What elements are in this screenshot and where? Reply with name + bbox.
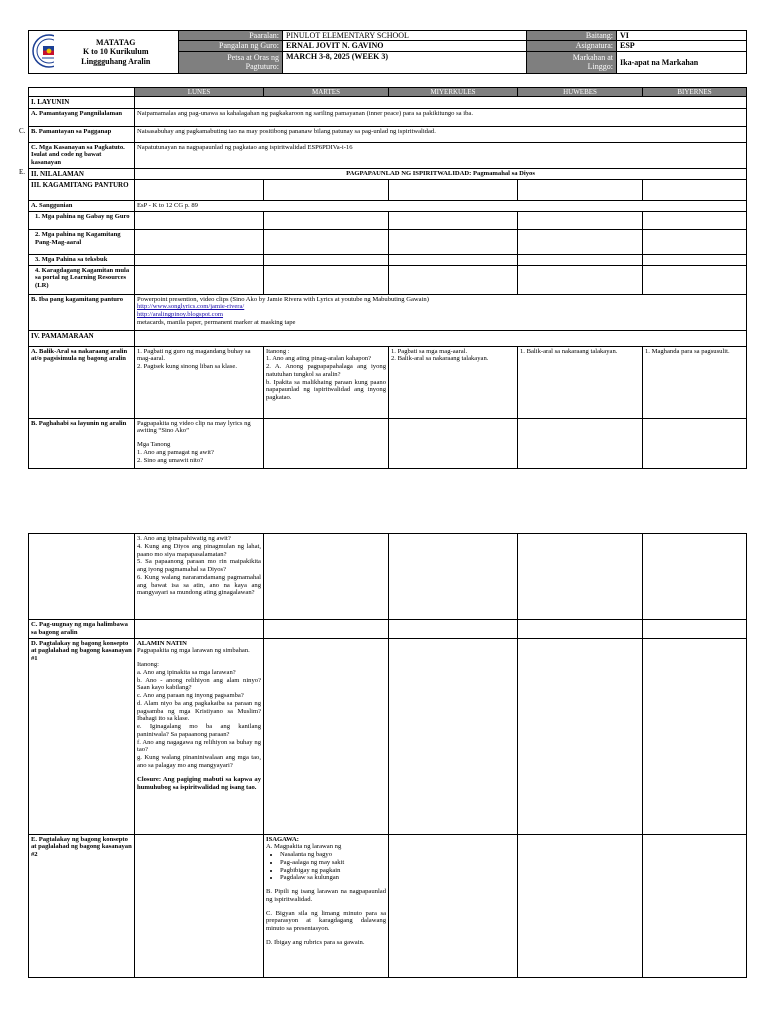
kagamitan-mag-label: 2. Mga pahina ng Kagamitang Pang-Mag-aaral	[29, 229, 135, 254]
asignatura-label: Asignatura:	[527, 41, 617, 51]
paghahabi-tanong-heading: Mga Tanong	[137, 441, 171, 449]
balik-miyerkules	[389, 346, 518, 418]
cell	[389, 834, 518, 977]
isagawa-b: B. Pipili ng isang larawan na nagpapaunlad ng ispiritwalidad.	[266, 888, 386, 903]
pagtalakay-1-label: D. Pagtalakay ng bagong konsepto at paglalahad ng bagong kasanayan #1	[29, 638, 135, 834]
pamamaraan-label: IV. PAMAMARAAN	[29, 330, 135, 346]
iba-label: B. Iba pang kagamitang panturo	[29, 294, 135, 330]
iba-text-2: metacards, manila paper, permanent marker at masking tape	[137, 318, 296, 326]
cell	[518, 229, 643, 254]
cell	[264, 265, 389, 294]
cell	[643, 638, 747, 834]
balik-martes-line: 2. A. Anong pagpapapahalaga ang iyong natutuhan tungkol sa aralin?	[266, 363, 386, 378]
pagtalakay-2-label: E. Pagtalakay ng bagong konsepto at paglalahad ng bagong kasanayan #2	[29, 834, 135, 977]
isagawa-cell	[264, 834, 389, 977]
paghahabi-question: 4. Kung ang Diyos ang pinagmulan ng lahat, paano mo siya mapapasalamatan?	[137, 542, 261, 558]
cell	[264, 180, 389, 201]
sanggunian-label: A. Sanggunian	[29, 201, 135, 212]
side-letter-e: E.	[19, 168, 26, 176]
day-miyerkules: MIYERKULES	[389, 88, 518, 97]
alamin-question: d. Alam niyo ba ang pagkakaiba sa paraan ng pagsamba ng mga Kristiyano sa Muslim? Ibahagi ito sa klase.	[137, 699, 261, 723]
alamin-question: b. Ano - anong relihiyon ang alam ninyo? Saan kayo kabilang?	[137, 676, 261, 692]
kasanayan-label: C. Mga Kasanayan sa Pagkatuto. Isulat and code ng bawat kasanayan	[29, 142, 135, 168]
cell	[389, 418, 518, 468]
cell	[389, 180, 518, 201]
cell	[518, 211, 643, 229]
balik-lunes-line: 2. Pagtsek kung sinong liban sa klase.	[137, 363, 237, 371]
markahan-label-line-1: Markahan at	[572, 52, 613, 62]
pamantayang-value: Naipamamalas ang pag-unawa sa kahalagahan ng pagkakaroon ng sariling pamayanan (inner peace) para sa pakikitungo sa iba.	[135, 108, 747, 126]
cell	[518, 834, 643, 977]
balik-huwebes: 1. Balik-aral sa nakaraang talakayan.	[518, 346, 643, 418]
petsa-label-line-2: Pagtuturo:	[245, 62, 279, 72]
iba-text-1: Powerpoint presention, video clips (Sino Ako by Jamie Rivera with Lyrics at youtube ng Mabubuting Gawain)	[137, 295, 429, 303]
paaralan-value: PINULOT ELEMENTARY SCHOOL	[283, 31, 527, 41]
cell	[264, 620, 389, 639]
cell	[389, 265, 518, 294]
layunin-label: I. LAYUNIN	[29, 97, 135, 108]
karagdagang-label: 4. Karagdagang Kagamitan mula sa portal ng Learning Resources (LR)	[29, 265, 135, 294]
balik-martes-line: 1. Ano ang ating pinag-aralan kahapon?	[266, 355, 372, 363]
cell	[518, 418, 643, 468]
cell	[264, 534, 389, 620]
petsa-value: MARCH 3-8, 2025 (WEEK 3)	[283, 51, 527, 73]
cell	[389, 638, 518, 834]
corner-cell	[29, 88, 135, 97]
alamin-text: Pagpapakita ng mga larawan ng simbahan.	[137, 647, 250, 655]
cell	[264, 254, 389, 265]
closure-text: Closure: Ang pagiging mabuti sa kapwa ay humuhubog sa ispiritwalidad ng isang tao.	[137, 775, 261, 791]
cell	[135, 265, 264, 294]
cell	[643, 265, 747, 294]
cell	[264, 418, 389, 468]
cell	[518, 180, 643, 201]
isagawa-list-item: • Pagbibigay ng pagkain	[280, 867, 386, 875]
alamin-question: e. Iginagalang mo ba ang kanilang paniniwala? Sa papaanong paraan?	[137, 723, 261, 738]
cell	[643, 180, 747, 201]
pamamaraan-blank	[135, 330, 747, 346]
header-table	[28, 30, 747, 74]
balik-lunes	[135, 346, 264, 418]
cell	[135, 229, 264, 254]
paghahabi-question: 2. Sino ang umawit nito?	[137, 456, 204, 464]
sanggunian-value: EsP - K to 12 CG p. 89	[135, 201, 747, 212]
isagawa-list	[266, 851, 386, 882]
balik-martes-line: b. Ipakita sa malikhaing paraan kung paano napapaunlad ng ispiritwalidad ang inyong pagkatao.	[266, 378, 386, 402]
cell	[264, 229, 389, 254]
teksbuk-label: 3. Mga Pahina sa teksbuk	[29, 254, 135, 265]
paaralan-label: Paaralan:	[179, 31, 283, 41]
deped-seal-icon	[32, 34, 54, 68]
cell	[389, 211, 518, 229]
isagawa-list-item: • Pagdalaw sa kulungan	[280, 874, 386, 882]
day-huwebes: HUWEBES	[518, 88, 643, 97]
cell	[643, 254, 747, 265]
asignatura-value: ESP	[617, 41, 747, 51]
isagawa-c: C. Bigyan sila ng limang minuto para sa preparasyon at karagdagang dalawang minuto sa presentasyon.	[266, 909, 386, 933]
isagawa-d: D. Ibigay ang rubrics para sa gawain.	[266, 938, 365, 946]
cell	[643, 534, 747, 620]
markahan-label	[527, 51, 617, 73]
cell	[518, 638, 643, 834]
paguugnay-label: C. Pag-uugnay ng mga halimbawa sa bagong aralin	[29, 620, 135, 639]
lesson-plan-table-page-1	[28, 87, 747, 469]
baitang-value: VI	[617, 31, 747, 41]
deped-seal-cell	[29, 31, 54, 74]
page-2	[0, 520, 768, 1024]
cell	[389, 229, 518, 254]
petsa-label	[179, 51, 283, 73]
cell	[389, 254, 518, 265]
alamin-heading: ALAMIN NATIN	[137, 639, 187, 647]
balik-miyerkules-line: 2. Balik-aral sa nakaraang talakayan.	[391, 355, 489, 363]
cell	[29, 534, 135, 620]
paghahabi-lunes	[135, 418, 264, 468]
cell	[264, 211, 389, 229]
title-line-2: K to 10 Kurikulum	[82, 47, 149, 57]
iba-value	[135, 294, 747, 330]
cell	[518, 265, 643, 294]
guro-label: Pangalan ng Guro:	[179, 41, 283, 51]
cell	[264, 638, 389, 834]
songlyrics-link[interactable]: http://www.songlyrics.com/jamie-rivera/	[137, 303, 245, 311]
cell	[518, 254, 643, 265]
paghahabi-question: 6. Kung walang nararamdamang pagmamahal ang bawat isa sa atin, ano na kaya ang mangyayari sa mundong ating ginagalawan?	[137, 573, 261, 597]
balik-martes-line: Itanong :	[266, 347, 290, 355]
day-lunes: LUNES	[135, 88, 264, 97]
day-martes: MARTES	[264, 88, 389, 97]
paghahabi-text: Pagpapakita ng video clip na may lyrics ng awiting “Sino Ako”	[137, 419, 251, 435]
page-1	[0, 0, 768, 480]
paghahabi-question: 5. Sa papaanong paraan mo rin maipakikita ang iyong pagmamahal sa Diyos?	[137, 558, 261, 574]
cell	[643, 834, 747, 977]
kagamitan-label: III. KAGAMITANG PANTURO	[29, 180, 135, 201]
cell	[135, 834, 264, 977]
isagawa-heading: ISAGAWA:	[266, 835, 299, 843]
side-letter-c: C.	[19, 127, 26, 135]
nilalaman-label: II. NILALAMAN	[29, 168, 135, 179]
alamin-question: g. Kung walang pinaniniwalaan ang mga tao, ano sa palagay mo ang mangyayari?	[137, 754, 261, 770]
paghahabi-continued	[135, 534, 264, 620]
alamin-question: f. Ano ang nagagawa ng relihiyon sa buhay ng tao?	[137, 738, 261, 754]
cell	[518, 534, 643, 620]
pagganap-value: Naisasabuhay ang pagkamabuting tao na may positibong pananaw bilang patunay sa pag-unlad ng ispiritwalidad.	[135, 126, 747, 142]
baitang-label: Baitang:	[527, 31, 617, 41]
balik-aral-label: A. Balik-Aral sa nakaraang aralin at/o pagsisimula ng bagong aralin	[29, 346, 135, 418]
cell	[643, 418, 747, 468]
paghahabi-question: 3. Ano ang ipinapahiwatig ng awit?	[137, 535, 231, 542]
isagawa-a: A. Magpakita ng larawan ng	[266, 843, 342, 851]
isagawa-list-item: • Nasalanta ng bagyo	[280, 851, 386, 859]
cell	[135, 254, 264, 265]
kasanayan-value: Napatutunayan na nagpapaunlad ng pagkatao ang ispiritwalidad ESP6PDIVa-i-16	[135, 142, 747, 168]
balik-martes	[264, 346, 389, 418]
cell	[643, 229, 747, 254]
alamin-question: a. Ano ang ipinakita sa mga larawan?	[137, 668, 236, 676]
markahan-value: Ika-apat na Markahan	[617, 51, 747, 73]
markahan-label-line-2: Linggo:	[587, 62, 613, 72]
cell	[643, 211, 747, 229]
gabay-label: 1. Mga pahina ng Gabay ng Guro	[29, 211, 135, 229]
cell	[135, 211, 264, 229]
nilalaman-value: PAGPAPAUNLAD NG ISPIRITWALIDAD: Pagmamahal sa Diyos	[135, 168, 747, 179]
guro-value: ERNAL JOVIT N. GAVINO	[283, 41, 527, 51]
cell	[518, 620, 643, 639]
isagawa-list-item: • Pag-aalaga ng may sakit	[280, 859, 386, 867]
day-header-row	[29, 88, 747, 97]
title-line-3: Linggguhang Aralin	[81, 56, 151, 66]
cell	[135, 180, 264, 201]
itanong-heading: Itanong:	[137, 661, 159, 669]
cell	[389, 534, 518, 620]
title-line-1: MATATAG	[96, 38, 136, 48]
pagganap-label: B. Pamantayan sa Pagganap	[29, 126, 135, 142]
balik-lunes-line: 1. Pagbati ng guro ng magandang buhay sa mag-aaral.	[137, 347, 251, 363]
paghahabi-question: 1. Ano ang pamagat ng awit?	[137, 448, 214, 456]
cell	[643, 620, 747, 639]
day-biyernes: BIYERNES	[643, 88, 747, 97]
alamin-question: c. Ano ang paraan ng inyong pagsamba?	[137, 692, 244, 700]
balik-biyernes: 1. Maghanda para sa pagsusulit.	[643, 346, 747, 418]
cell	[389, 620, 518, 639]
document-title	[54, 31, 179, 74]
petsa-label-line-1: Petsa at Oras ng	[227, 52, 279, 62]
paghahabi-label: B. Paghahabi sa layunin ng aralin	[29, 418, 135, 468]
lesson-plan-table-page-2	[28, 533, 747, 978]
alamin-natin-cell	[135, 638, 264, 834]
layunin-blank	[135, 97, 747, 108]
balik-miyerkules-line: 1. Pagbati sa mga mag-aaral.	[391, 347, 468, 355]
pamantayang-label: A. Pamantayang Pangnilalaman	[29, 108, 135, 126]
cell	[135, 620, 264, 639]
aralingpinoy-link[interactable]: http://aralingpinoy.blogspot.com	[137, 311, 224, 319]
